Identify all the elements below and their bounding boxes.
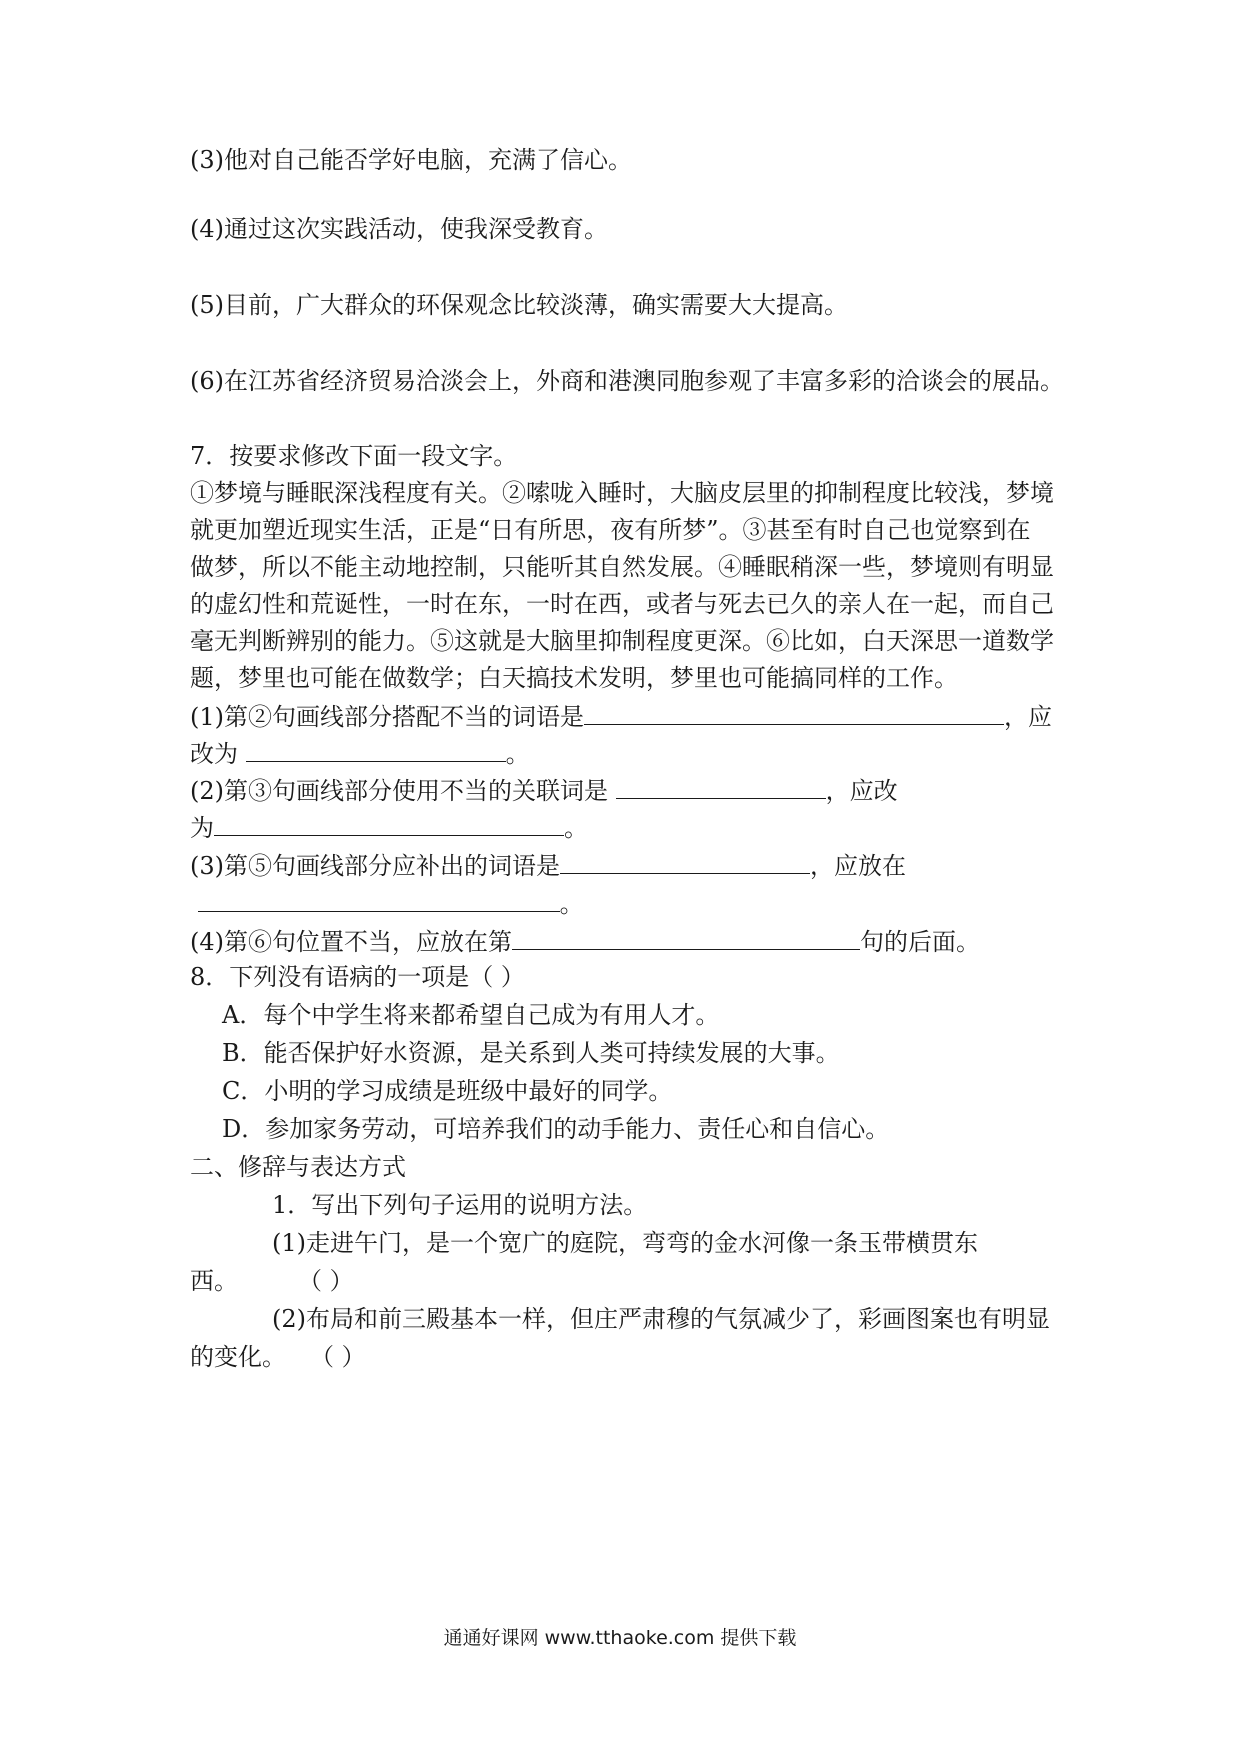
q7-sub1 bbox=[190, 700, 1052, 732]
sentence-6: (6)在江苏省经济贸易洽淡会上，外商和港澳同胞参观了丰富多彩的洽谈会的展品。 bbox=[190, 367, 1064, 395]
q7-passage-line: ①梦境与睡眠深浅程度有关。②嗦咙入睡时，大脑皮层里的抑制程度比较浅，梦境 bbox=[190, 479, 1054, 507]
q7-sub1-cont bbox=[190, 737, 530, 769]
q7-sub3-text: (3)第⑤句画线部分应补出的词语是 bbox=[190, 852, 560, 880]
q8-option-d: D．参加家务劳动，可培养我们的动手能力、责任心和自信心。 bbox=[222, 1115, 890, 1143]
q7-sub4-text: (4)第⑥句位置不当，应放在第 bbox=[190, 928, 512, 956]
q8-option-a: A．每个中学生将来都希望自己成为有用人才。 bbox=[222, 1001, 720, 1029]
q7-sub4 bbox=[190, 925, 980, 957]
q7-sub3-end: 。 bbox=[559, 890, 584, 918]
q7-sub1-suffix: ，应 bbox=[1004, 703, 1052, 731]
section2-heading: 二、修辞与表达方式 bbox=[190, 1153, 406, 1181]
q7-sub1-text: (1)第②句画线部分搭配不当的词语是 bbox=[190, 703, 584, 731]
answer-blank[interactable] bbox=[584, 700, 1004, 725]
q7-sub2 bbox=[190, 774, 898, 806]
page-footer: 通通好课网 www.tthaoke.com 提供下载 bbox=[443, 1627, 797, 1649]
answer-blank[interactable] bbox=[512, 925, 860, 950]
section2-s2: (2)布局和前三殿基本一样，但庄严肃穆的气氛减少了，彩画图案也有明显 bbox=[272, 1305, 1050, 1333]
section2-s1: (1)走进午门，是一个宽广的庭院，弯弯的金水河像一条玉带横贯东 bbox=[272, 1229, 978, 1257]
q7-sub2-suffix: ，应改 bbox=[825, 777, 898, 805]
q7-sub2-end: 。 bbox=[564, 814, 588, 842]
sentence-5: (5)目前，广大群众的环保观念比较淡薄，确实需要大大提高。 bbox=[190, 291, 848, 319]
q7-sub2-cont bbox=[190, 811, 588, 843]
answer-blank[interactable] bbox=[246, 737, 506, 762]
q7-sub3 bbox=[190, 849, 906, 881]
q7-sub2-text-2: 为 bbox=[190, 814, 214, 842]
answer-paren[interactable]: （ ） bbox=[298, 1267, 354, 1295]
sentence-4: (4)通过这次实践活动，使我深受教育。 bbox=[190, 215, 608, 243]
q8-option-b: B．能否保护好水资源，是关系到人类可持续发展的大事。 bbox=[222, 1039, 840, 1067]
q8-option-c: C．小明的学习成绩是班级中最好的同学。 bbox=[222, 1077, 673, 1105]
answer-blank[interactable] bbox=[560, 849, 810, 874]
section2-q1: 1．写出下列句子运用的说明方法。 bbox=[272, 1191, 648, 1219]
q7-sub3-suffix: ，应放在 bbox=[810, 852, 906, 880]
answer-paren[interactable]: （ ） bbox=[310, 1343, 366, 1371]
answer-blank[interactable] bbox=[616, 774, 826, 799]
q7-passage-line: 题，梦里也可能在做数学；白天搞技术发明，梦里也可能搞同样的工作。 bbox=[190, 664, 958, 692]
q7-sub1-text-2: 改为 bbox=[190, 740, 238, 768]
q7-sub4-suffix: 句的后面。 bbox=[860, 928, 980, 956]
answer-blank[interactable] bbox=[198, 887, 560, 912]
q7-sub2-text: (2)第③句画线部分使用不当的关联词是 bbox=[190, 777, 608, 805]
section2-s1-cont bbox=[190, 1266, 354, 1296]
section2-s1-text-2: 西。 bbox=[190, 1267, 238, 1295]
section2-s2-text-2: 的变化。 bbox=[190, 1343, 286, 1371]
q7-sub3-cont bbox=[190, 887, 584, 919]
q7-passage-line: 做梦，所以不能主动地控制，只能听其自然发展。④睡眠稍深一些，梦境则有明显 bbox=[190, 553, 1054, 581]
q7-passage-line: 毫无判断辨别的能力。⑤这就是大脑里抑制程度更深。⑥比如，白天深思一道数学 bbox=[190, 627, 1054, 655]
q7-title: 7．按要求修改下面一段文字。 bbox=[190, 442, 518, 470]
q8-title: 8．下列没有语病的一项是（ ） bbox=[190, 963, 525, 991]
q7-sub1-end: 。 bbox=[505, 740, 530, 768]
sentence-3: (3)他对自己能否学好电脑，充满了信心。 bbox=[190, 146, 632, 174]
q7-passage-line: 就更加塑近现实生活，正是“日有所思，夜有所梦”。③甚至有时自己也觉察到在 bbox=[190, 516, 1031, 544]
answer-blank[interactable] bbox=[214, 811, 564, 836]
q7-passage-line: 的虚幻性和荒诞性，一时在东，一时在西，或者与死去已久的亲人在一起，而自己 bbox=[190, 590, 1054, 618]
section2-s2-cont bbox=[190, 1342, 366, 1372]
